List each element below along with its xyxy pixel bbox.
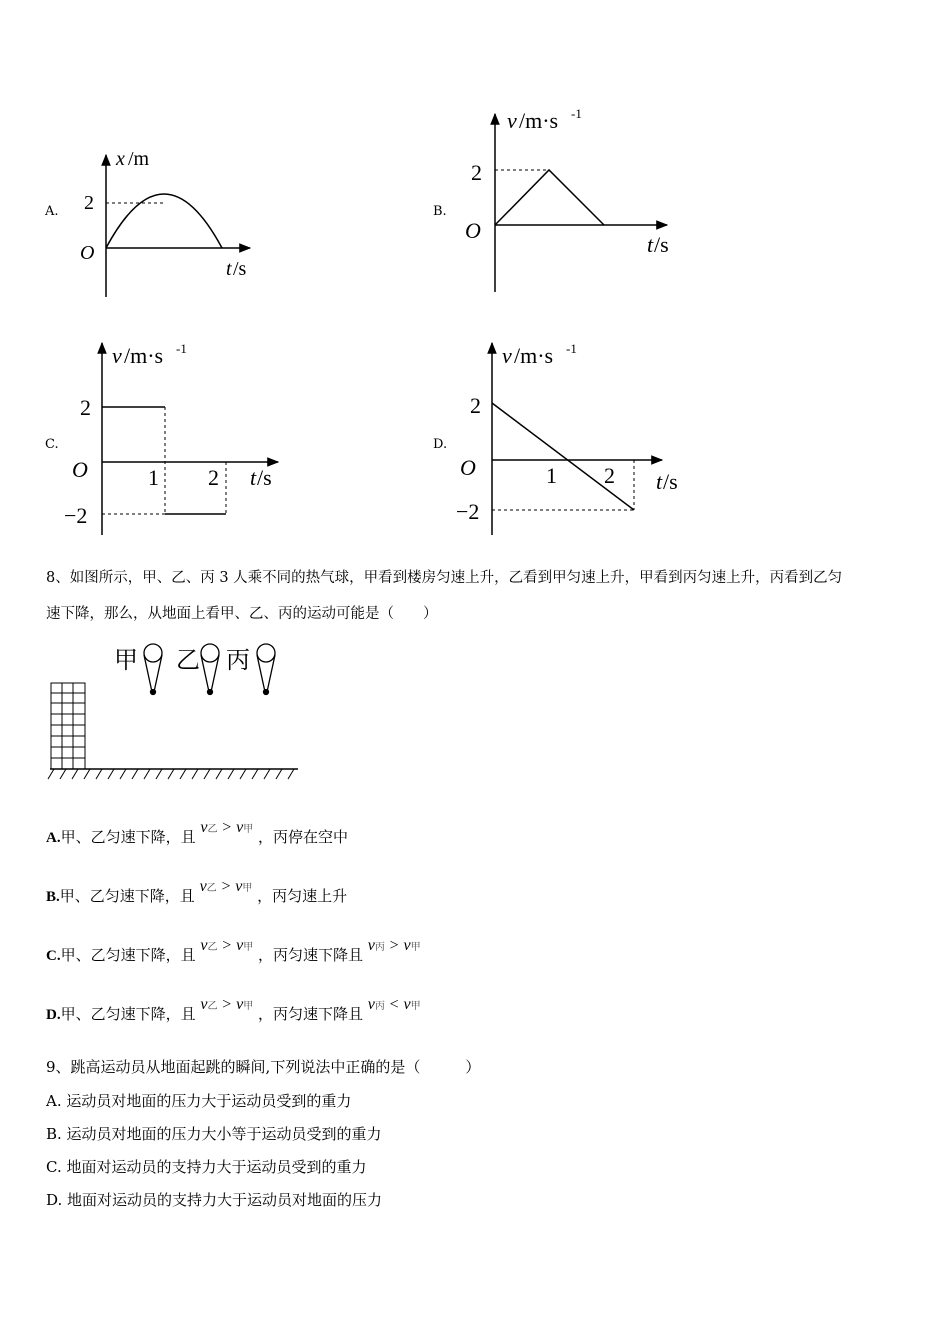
graph-c-y-exp: -1 [176,341,187,356]
graph-c-y-unit: /m·s [124,343,164,368]
q8-stem-line2: 速下降，那么，从地面上看甲、乙、丙的运动可能是（ ） [46,606,438,622]
option-label-c: C. [45,437,59,452]
graph-c-tick-x1: 1 [148,465,159,490]
graph-c-origin: O [72,457,88,482]
graph-d [452,335,692,540]
graph-c-tick-2: 2 [80,395,91,420]
graph-b-y-exp: -1 [571,106,582,121]
graph-d-x-unit: /s [663,469,678,494]
graph-d-tick-x1: 1 [546,463,557,488]
graph-a-curve [106,194,222,248]
label-jia: 甲 [114,648,138,674]
graph-d-tick-neg2: −2 [456,499,480,524]
graph-b-line [495,170,604,225]
balloon-bing-icon [257,644,275,695]
q9-option-c[interactable]: C. 地面对运动员的支持力大于运动员受到的重力 [46,1158,367,1176]
building-icon [51,683,85,769]
graph-d-y-var: v [502,343,512,368]
q9-option-b[interactable]: B. 运动员对地面的压力大小等于运动员受到的重力 [46,1125,382,1143]
q9-option-a[interactable]: A. 运动员对地面的压力大于运动员受到的重力 [46,1092,352,1110]
graph-b-y-var: v [507,108,517,133]
graph-b-x-unit: /s [654,232,669,257]
graph-c-x-var: t [250,465,257,490]
graph-a-tick-2: 2 [84,192,94,214]
graph-d-tick-x2: 2 [604,463,615,488]
option-label-a: A. [45,204,59,219]
graph-a [70,145,270,305]
q8-option-b[interactable]: B.甲、乙匀速下降，且 v乙 > v甲 ，丙匀速上升 [46,878,348,905]
graph-a-x-unit: /s [233,258,247,280]
graph-a-x-var: t [226,258,232,280]
graph-d-y-exp: -1 [566,341,577,356]
option-label-d: D. [433,437,448,452]
graph-c [60,335,290,540]
label-bing: 丙 [226,648,250,674]
graph-d-origin: O [460,455,476,480]
label-yi: 乙 [176,648,200,674]
ground-icon [48,769,298,779]
q9-option-d[interactable]: D. 地面对运动员的支持力大于运动员对地面的压力 [46,1191,383,1209]
graph-b [455,100,685,300]
q9-stem: 9、跳高运动员从地面起跳的瞬间,下列说法中正确的是（ ） [46,1058,481,1076]
graph-a-y-var: x [116,148,125,170]
q8-stem-line1: 8、如图所示，甲、乙、丙 3 人乘不同的热气球，甲看到楼房匀速上升，乙看到甲匀速上升，甲看到丙匀速上升，丙看到乙匀 [46,570,843,586]
graph-b-x-var: t [647,232,654,257]
graph-a-y-unit: /m [128,148,150,170]
graph-d-x-var: t [656,469,663,494]
graph-c-x-unit: /s [257,465,272,490]
graph-b-origin: O [465,218,481,243]
balloon-yi-icon [201,644,219,695]
q8-figure [40,635,310,785]
option-label-b: B. [433,204,447,219]
graph-c-tick-neg2: −2 [64,503,88,528]
graph-d-tick-2: 2 [470,393,481,418]
q8-option-c[interactable]: C.甲、乙匀速下降，且 v乙 > v甲 ，丙匀速下降且 v丙 > v甲 [46,937,421,964]
graph-d-line [492,403,634,510]
q8-option-d[interactable]: D.甲、乙匀速下降，且 v乙 > v甲 ，丙匀速下降且 v丙 < v甲 [46,996,421,1023]
graph-a-origin: O [80,242,95,264]
graph-c-tick-x2: 2 [208,465,219,490]
q8-option-a[interactable]: A.甲、乙匀速下降，且 v乙 > v甲 ，丙停在空中 [46,819,348,846]
graph-c-y-var: v [112,343,122,368]
graph-b-tick-2: 2 [471,160,482,185]
graph-d-y-unit: /m·s [514,343,554,368]
balloon-jia-icon [144,644,162,695]
graph-b-y-unit: /m·s [519,108,559,133]
